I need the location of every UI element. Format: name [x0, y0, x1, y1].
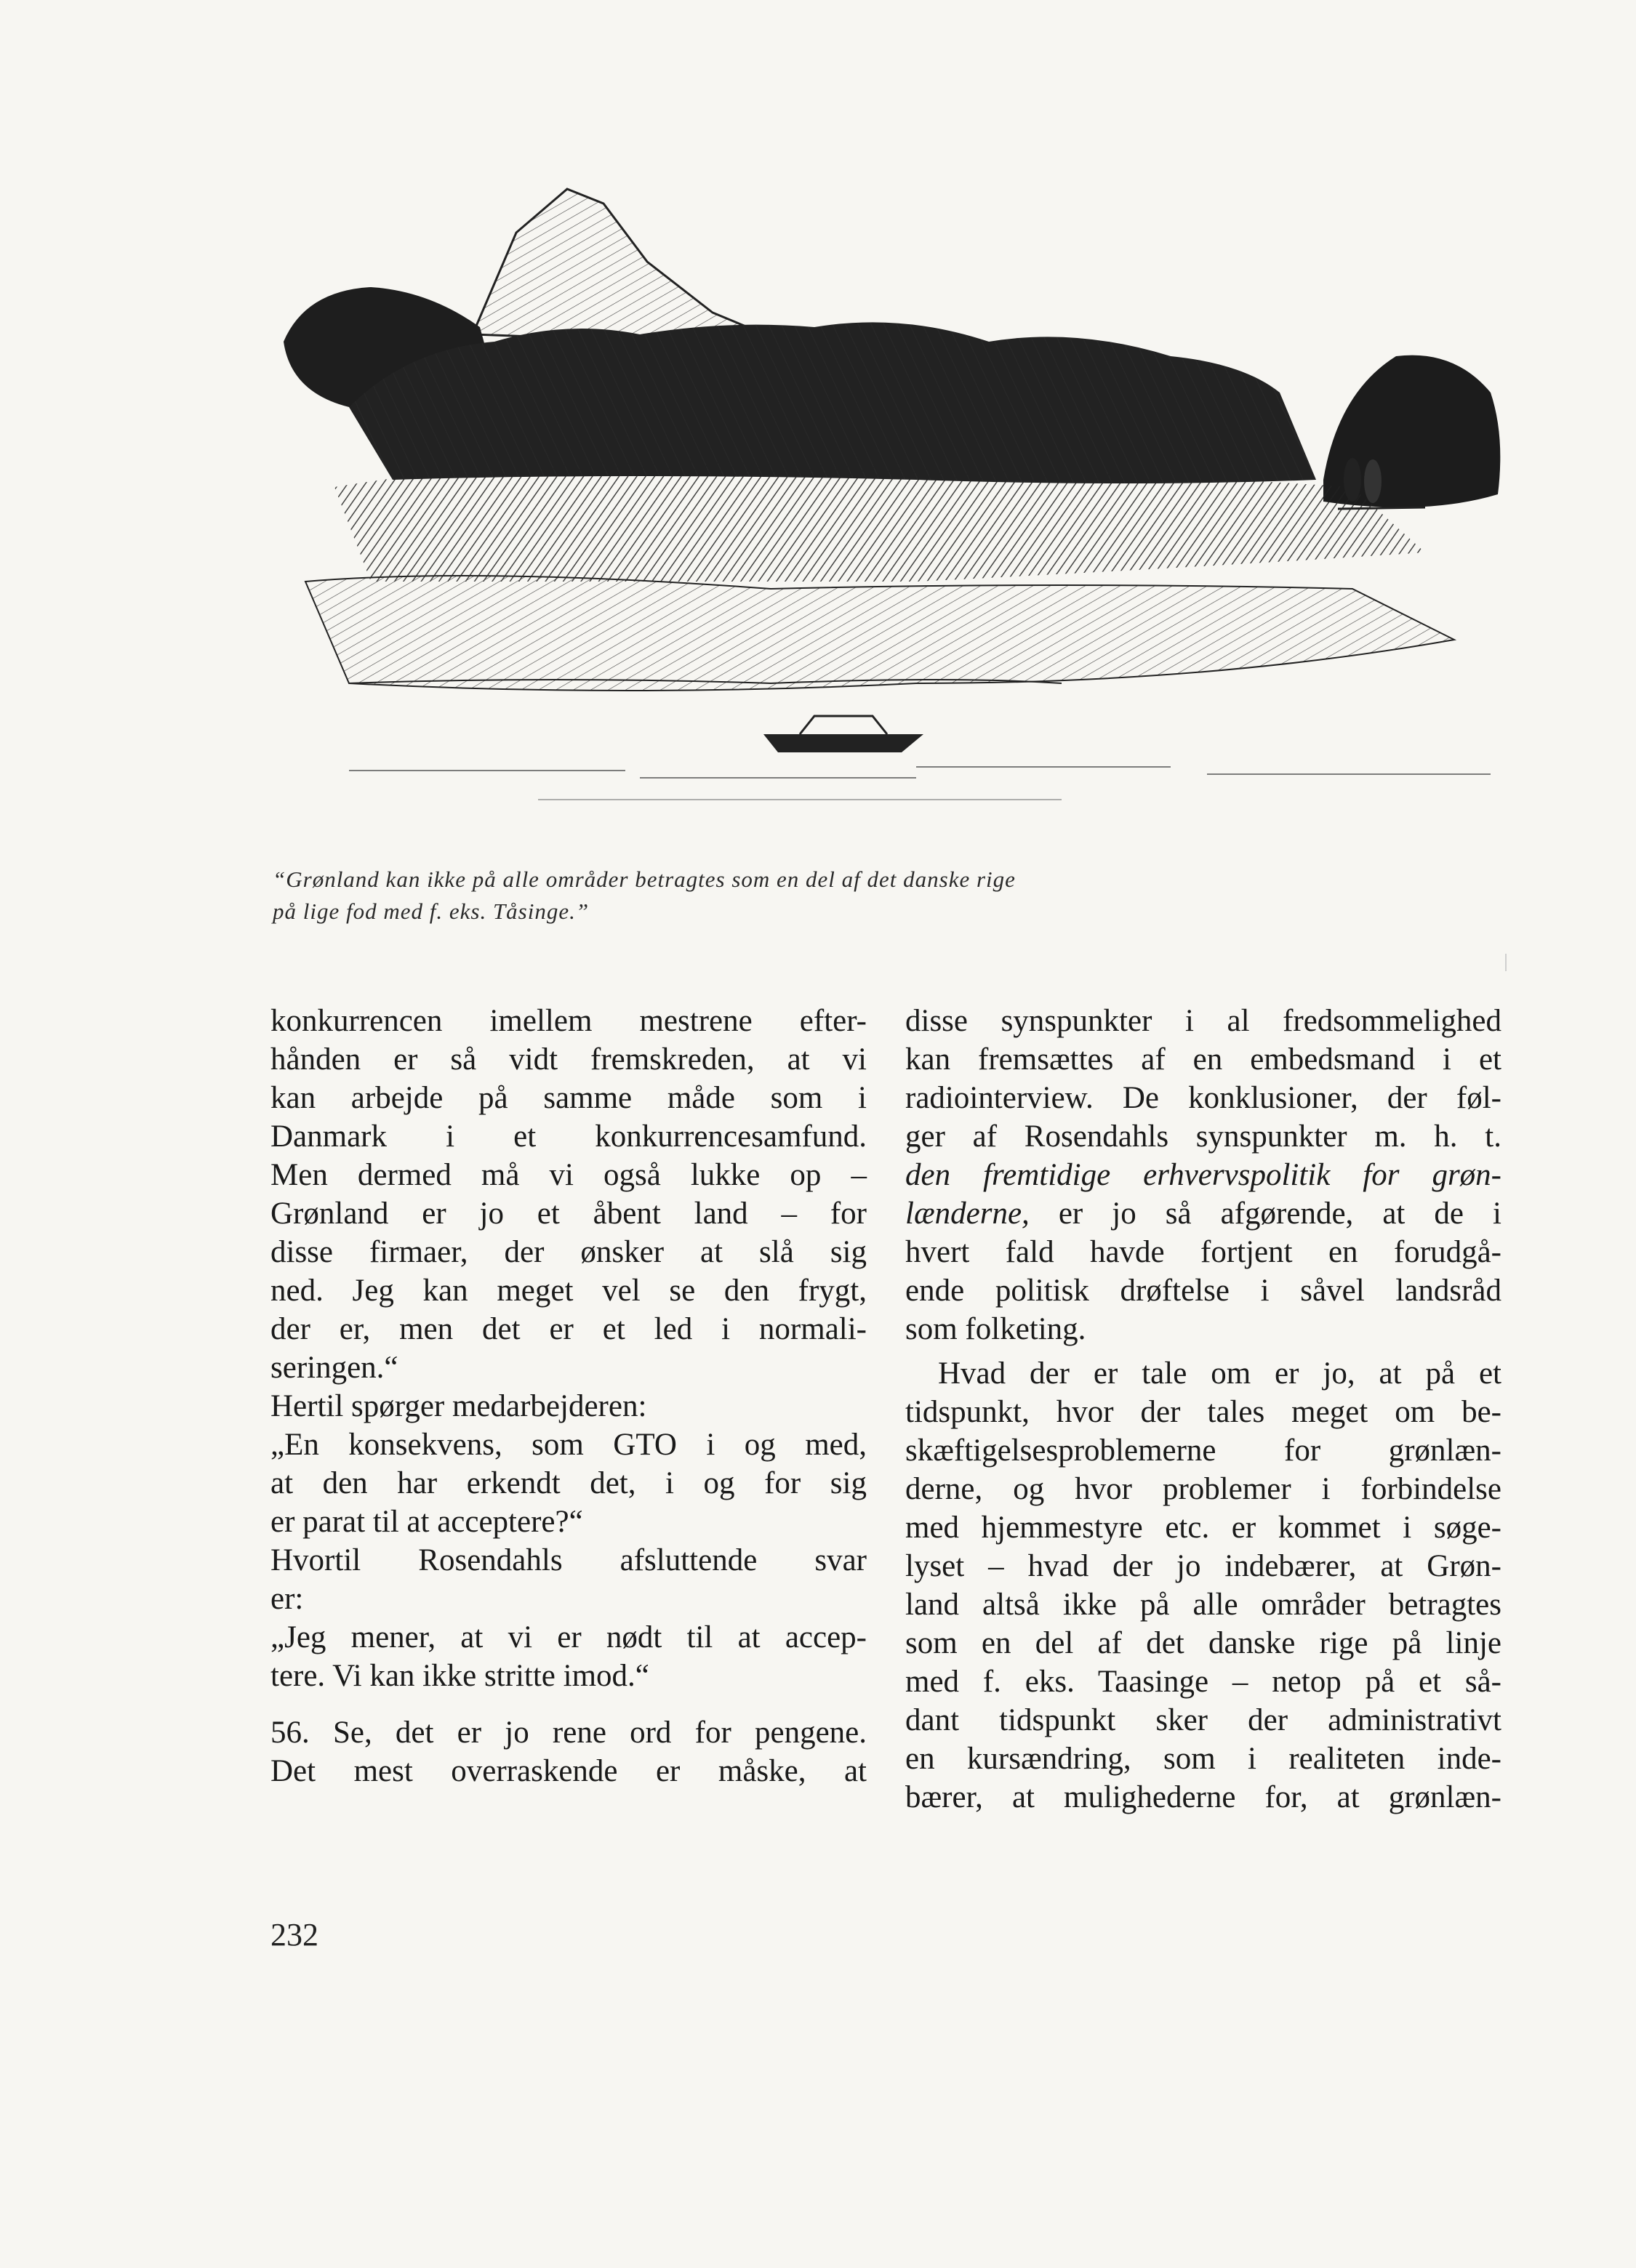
text-line: Hvad der er tale om er jo, at på et [938, 1356, 1501, 1391]
text-line: 56. Se, det er jo rene ord for pengene. [270, 1716, 867, 1750]
text-line: er: [270, 1582, 304, 1616]
text-line: „Jeg mener, at vi er nødt til at accep- [270, 1620, 867, 1654]
text-line: tidspunkt, hvor der tales meget om be- [905, 1395, 1501, 1429]
landscape-illustration [262, 174, 1512, 850]
text-line: hånden er så vidt fremskreden, at vi [270, 1042, 867, 1077]
text-line: at den har erkendt det, i og for sig [270, 1466, 867, 1500]
italic-phrase: den fremtidige erhvervspolitik for grøn- [905, 1158, 1501, 1192]
text-line: tere. Vi kan ikke stritte imod.“ [270, 1659, 649, 1693]
scan-mark [1505, 954, 1507, 971]
boat-icon [763, 716, 923, 752]
text-line: en kursændring, som i realiteten inde- [905, 1742, 1501, 1776]
text-line: dant tidspunkt sker der administrativt [905, 1703, 1501, 1737]
text-line-italic [905, 1156, 1501, 1194]
text-line: Det mest overraskende er måske, at [270, 1754, 867, 1788]
text-line: skæftigelsesproblemerne for grønlæn- [905, 1433, 1501, 1468]
text-line: disse synspunkter i al fredsommelighed [905, 1004, 1501, 1038]
text-line: er parat til at acceptere?“ [270, 1505, 583, 1539]
text-line: derne, og hvor problemer i forbindelse [905, 1472, 1501, 1506]
left-column [270, 1002, 867, 1790]
text-line: lænderne, er jo så afgørende, at de i [905, 1197, 1501, 1231]
text-line: lyset – hvad der jo indebærer, at Grøn- [905, 1549, 1501, 1583]
text-line: ned. Jeg kan meget vel se den frygt, [270, 1274, 867, 1308]
italic-phrase: lænderne, [905, 1197, 1030, 1231]
text-line: der er, men det er et led i normali- [270, 1312, 867, 1346]
right-column [905, 1002, 1501, 1817]
text-line: radiointerview. De konklusioner, der føl- [905, 1081, 1501, 1115]
text-line: som en del af det danske rige på linje [905, 1626, 1501, 1660]
text-line: Hvortil Rosendahls afsluttende svar [270, 1543, 867, 1577]
illustration-caption [273, 864, 1232, 928]
text-line: land altså ikke på alle områder betragtes [905, 1588, 1501, 1622]
text-line: med f. eks. Taasinge – netop på et så- [905, 1665, 1501, 1699]
text-line: som folketing. [905, 1312, 1086, 1346]
text-line: kan arbejde på samme måde som i [270, 1081, 867, 1115]
text-line: „En konsekvens, som GTO i og med, [270, 1428, 867, 1462]
text-line: hvert fald havde fortjent en forudgå- [905, 1235, 1501, 1269]
text-line: disse firmaer, der ønsker at slå sig [270, 1235, 867, 1269]
text-line: Grønland er jo et åbent land – for [270, 1197, 867, 1231]
text-line: Hertil spørger medarbejderen: [270, 1389, 647, 1423]
text-line: Men dermed må vi også lukke op – [270, 1158, 867, 1192]
text-line: med hjemmestyre etc. er kommet i søge- [905, 1511, 1501, 1545]
text-line: kan fremsættes af en embedsmand i et [905, 1042, 1501, 1077]
text-line: bærer, at mulighederne for, at grønlæn- [905, 1780, 1501, 1814]
caption-line: “Grønland kan ikke på alle områder betragtes som en del af det danske rige [273, 866, 1016, 892]
page-number: 232 [270, 1917, 318, 1953]
text-line: ende politisk drøftelse i såvel landsråd [905, 1274, 1501, 1308]
text-line: Danmark i et konkurrencesamfund. [270, 1119, 867, 1154]
text-line: ger af Rosendahls synspunkter m. h. t. [905, 1119, 1501, 1154]
text-line: konkurrencen imellem mestrene efter- [270, 1004, 867, 1038]
text-line: seringen.“ [270, 1351, 398, 1385]
caption-line: på lige fod med f. eks. Tåsinge.” [273, 898, 590, 924]
